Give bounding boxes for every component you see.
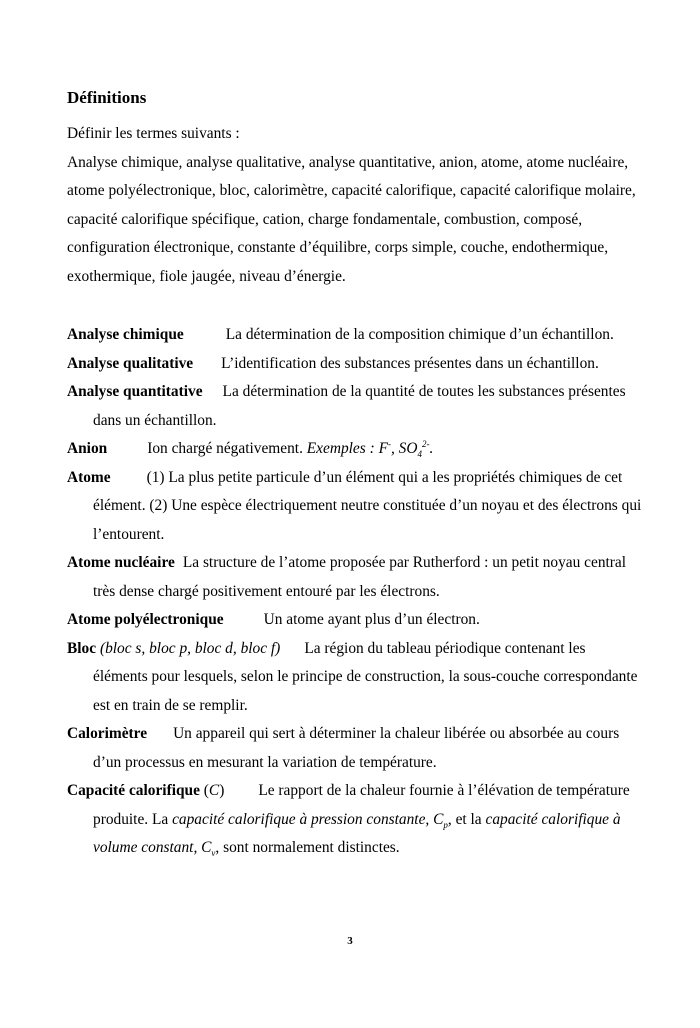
definition-text: La structure de l’atome proposée par Rutherford : un petit noyau central très dense chargé positivement entouré par les électrons. — [93, 554, 627, 600]
definition-text: La détermination de la quantité de toutes les substances présentes dans un échantillon. — [93, 383, 626, 429]
definition-term: Capacité calorifique — [67, 782, 200, 799]
definition-atome-nucleaire — [67, 549, 642, 606]
intro-terms-list: Analyse chimique, analyse qualitative, analyse quantitative, anion, atome, atome nucléaire, atome polyélectronique, bloc, calorimètre, capacité calorifique, capacité calorifique molaire, capacité calorifique spécifique, cation, charge fondamentale, combustion, composé, configuration électronique, constante d’équilibre, corps simple, couche, endothermique, exothermique, fiole jaugée, niveau d’énergie. — [67, 153, 636, 285]
definition-term: Atome — [67, 468, 111, 486]
section-heading: Définitions — [67, 88, 147, 107]
definition-text: L’identification des substances présentes dans un échantillon. — [221, 354, 599, 372]
definition-term: Atome polyélectronique — [67, 611, 224, 628]
definition-calorimetre — [67, 720, 642, 777]
definition-italic-term: capacité calorifique à volume constant, $C_v$ — [93, 810, 621, 859]
definition-term: Atome nucléaire — [67, 554, 175, 571]
definition-examples: Exemples : F-, $SO_4^{2-}$. — [306, 438, 434, 460]
definition-text: Le rapport de la chaleur fournie à l’élévation de température produite. La — [93, 782, 630, 828]
definition-capacite-calorifique: Capacité calorifique (C) Le rapport de la chaleur fournie à l’élévation de température produite. La capacité calorifique à pression constante, $C_p$, et la capacité calorifique à volume constant, $C_v$, sont normalement distinctes. — [67, 782, 630, 859]
definition-text: Un appareil qui sert à déterminer la chaleur libérée ou absorbée au cours d’un processus en mesurant la variation de température. — [93, 725, 620, 771]
definition-text: La détermination de la composition chimique d’un échantillon. — [225, 326, 614, 343]
definition-term: Analyse qualitative — [67, 354, 194, 372]
definition-text: La région du tableau périodique contenant les éléments pour lesquels, selon le principe de construction, la sous-couche correspondante est en train de se remplir. — [93, 639, 638, 714]
definition-term-note: (bloc s, bloc p, bloc d, bloc f) — [99, 639, 281, 657]
definition-atome — [67, 464, 642, 550]
definition-atome-polyelectronique — [67, 606, 642, 635]
definition-term-symbol: C — [208, 782, 220, 799]
definition-term: Analyse quantitative — [67, 383, 203, 400]
definitions-list — [67, 321, 642, 863]
definition-text: Un atome ayant plus d’un électron. — [263, 611, 480, 628]
definition-term: Anion — [67, 440, 108, 457]
intro-instruction: Définir les termes suivants : — [67, 125, 240, 142]
definition-analyse-chimique — [67, 321, 642, 350]
definition-anion — [67, 435, 642, 464]
definition-bloc — [67, 635, 642, 721]
definition-term: Calorimètre — [67, 725, 148, 742]
intro-block — [67, 120, 642, 291]
definition-analyse-quantitative — [67, 378, 642, 435]
definition-text: (1) La plus petite particule d’un élément qui a les propriétés chimiques de cet élément. (2) Une espèce électriquement neutre constituée d’un noyau et des électrons qui l’entourent. — [93, 468, 642, 543]
definition-term: Bloc — [67, 639, 97, 657]
definition-term: Analyse chimique — [67, 326, 184, 343]
definition-text: Ion chargé négativement. — [147, 440, 303, 457]
definition-analyse-qualitative — [67, 350, 642, 379]
page-number: 3 — [347, 935, 353, 947]
definition-italic-term: capacité calorifique à pression constante, $C_p$ — [172, 810, 448, 830]
